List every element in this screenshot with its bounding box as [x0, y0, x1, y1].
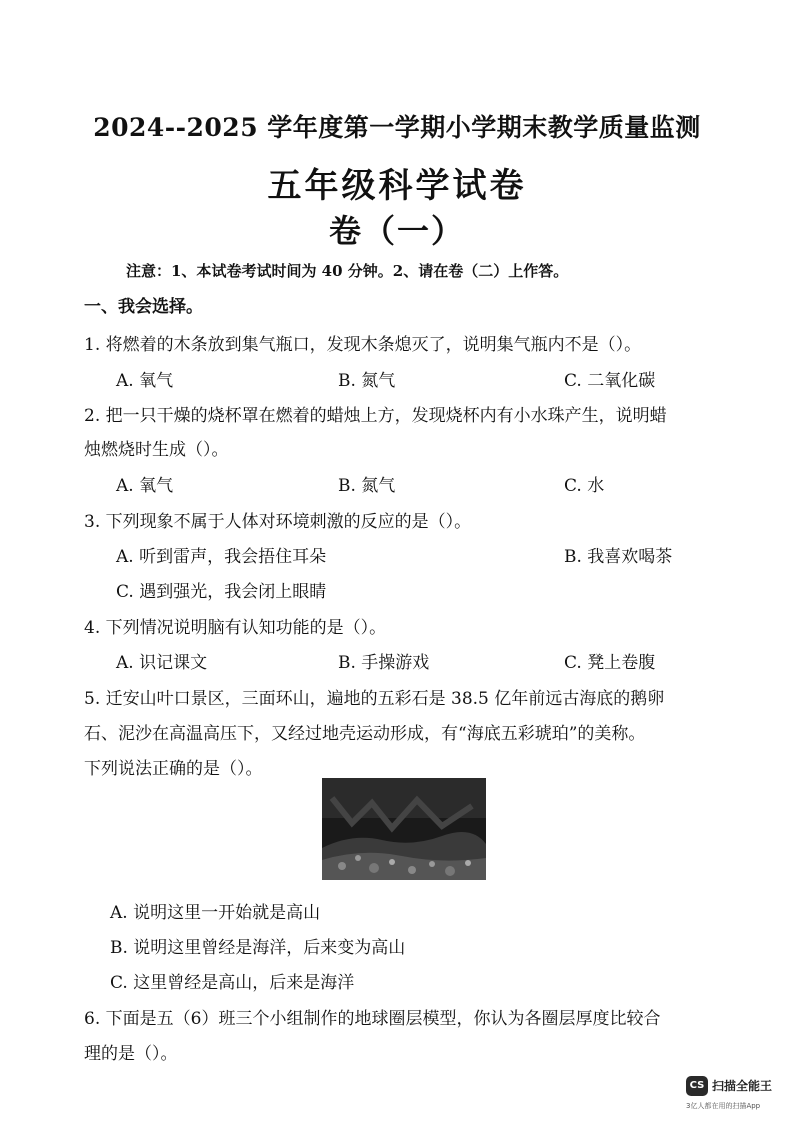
- watermark-name: 扫描全能王: [712, 1079, 773, 1093]
- question-1-text: 1. 将燃着的木条放到集气瓶口，发现木条熄灭了，说明集气瓶内不是（）。: [84, 335, 642, 355]
- question-2-text: 2. 把一只干燥的烧杯罩在燃着的蜡烛上方，发现烧杯内有小水珠产生，说明蜡: [84, 406, 667, 426]
- question-2-option-c: C. 水: [564, 476, 605, 496]
- question-5-text-cont2: 下列说法正确的是（）。: [84, 759, 263, 779]
- question-6-text-cont: 理的是（）。: [84, 1044, 178, 1064]
- question-2-option-b: B. 氮气: [338, 476, 396, 496]
- question-5-text-cont: 石、泥沙在高温高压下，又经过地壳运动形成，有“海底五彩琥珀”的美称。: [84, 724, 646, 744]
- exam-notice: 注意：1、本试卷考试时间为 40 分钟。2、请在卷（二）上作答。: [126, 262, 569, 280]
- question-2-option-a: A. 氧气: [116, 476, 174, 496]
- question-2-text-cont: 烛燃烧时生成（）。: [84, 440, 229, 460]
- question-3-option-a: A. 听到雷声，我会捂住耳朵: [116, 547, 327, 567]
- question-1-option-a: A. 氧气: [116, 371, 174, 391]
- question-4-option-c: C. 凳上卷腹: [564, 653, 656, 673]
- camscanner-logo-icon: CS: [686, 1076, 708, 1096]
- exam-volume-title: 卷（一）: [328, 212, 465, 250]
- question-3-option-b: B. 我喜欢喝茶: [564, 547, 673, 567]
- question-5-option-c: C. 这里曾经是高山，后来是海洋: [110, 973, 355, 993]
- question-5-option-b: B. 说明这里曾经是海洋，后来变为高山: [110, 938, 406, 958]
- exam-title: 五年级科学试卷: [267, 166, 527, 206]
- question-3-option-c: C. 遇到强光，我会闭上眼睛: [116, 582, 327, 602]
- scanner-watermark: [686, 1076, 786, 1116]
- question-4-option-b: B. 手操游戏: [338, 653, 430, 673]
- question-3-text: 3. 下列现象不属于人体对环境刺激的反应的是（）。: [84, 512, 472, 532]
- watermark-tagline: 3亿人都在用的扫描App: [686, 1102, 761, 1110]
- question-4-text: 4. 下列情况说明脑有认知功能的是（）。: [84, 618, 387, 638]
- question-4-option-a: A. 识记课文: [116, 653, 208, 673]
- question-6-text: 6. 下面是五（6）班三个小组制作的地球圈层模型，你认为各圈层厚度比较合: [84, 1009, 661, 1029]
- question-1-option-c: C. 二氧化碳: [564, 371, 656, 391]
- rock-photo-image: [322, 778, 486, 880]
- question-5-option-a: A. 说明这里一开始就是高山: [110, 903, 321, 923]
- rock-photo: [322, 778, 486, 880]
- question-1-option-b: B. 氮气: [338, 371, 396, 391]
- section-title: 一、我会选择。: [84, 297, 203, 317]
- question-5-text: 5. 迁安山叶口景区，三面环山，遍地的五彩石是 38.5 亿年前远古海底的鹅卵: [84, 689, 665, 709]
- exam-header-line: 2024--2025 学年度第一学期小学期末教学质量监测: [93, 113, 701, 142]
